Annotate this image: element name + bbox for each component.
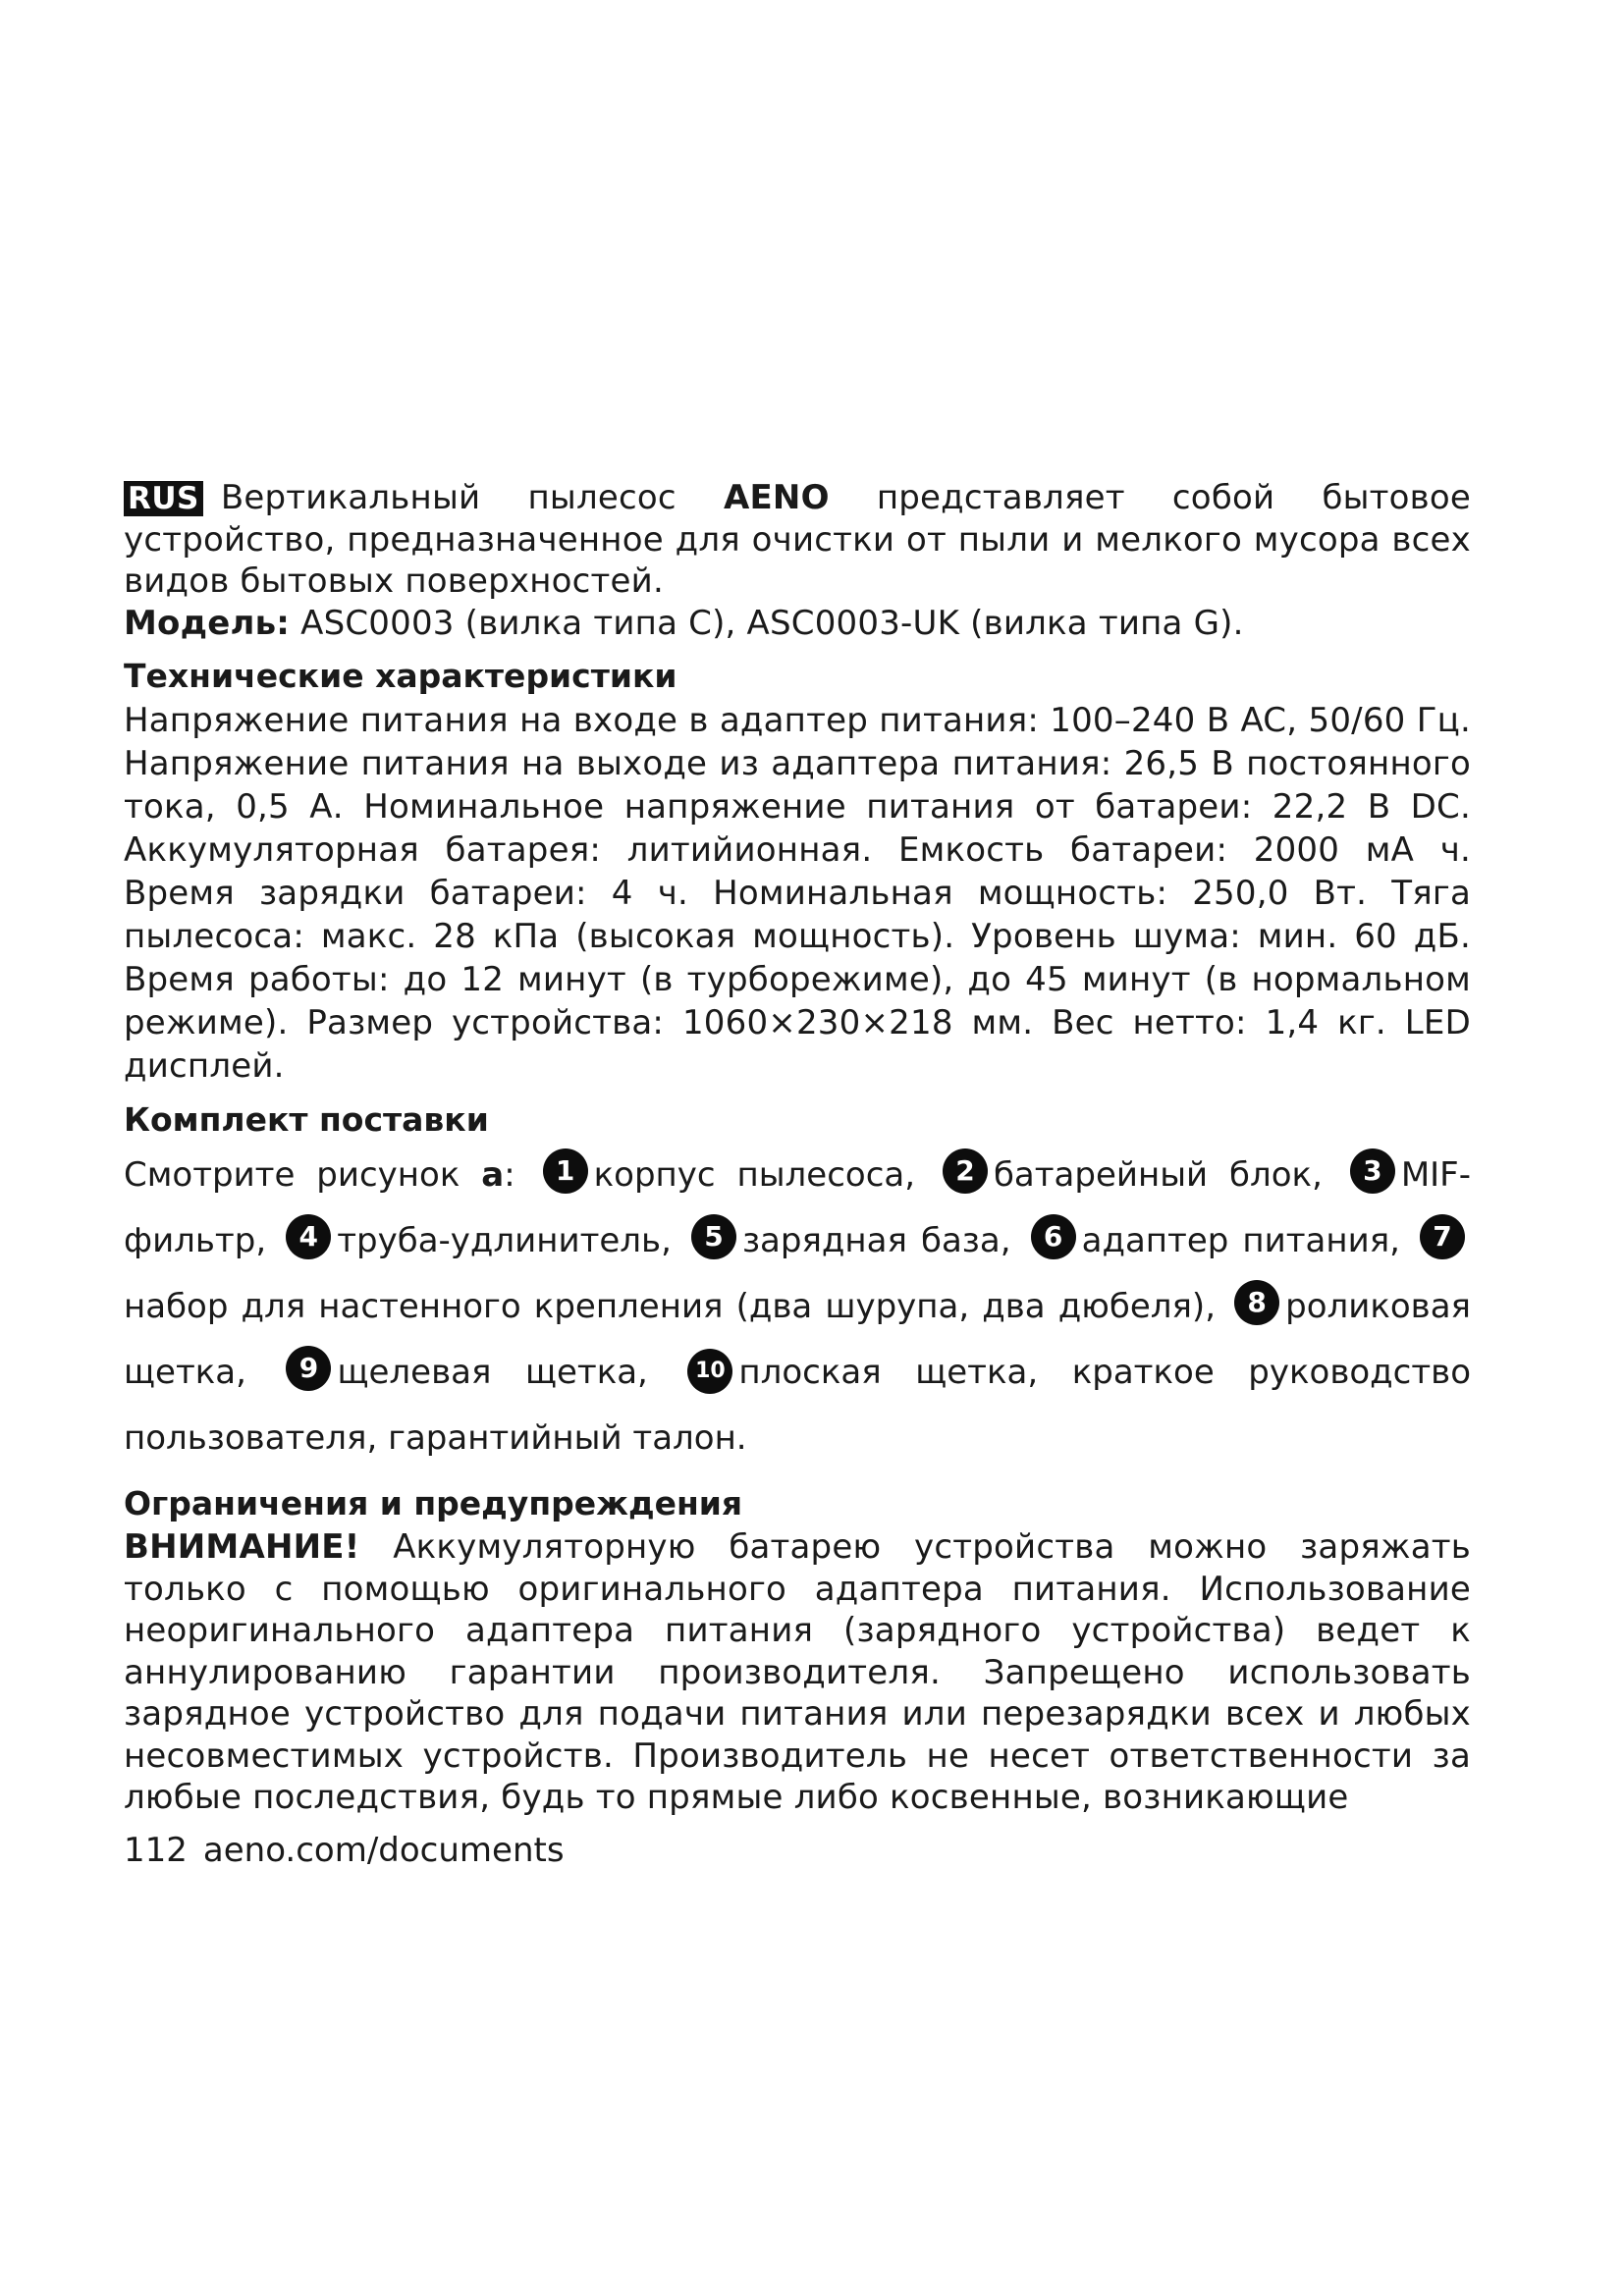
specs-heading: Технические характеристики: [124, 657, 677, 695]
number-10-icon: 10: [687, 1349, 732, 1394]
figure-label: a: [481, 1155, 505, 1195]
number-6-icon: 6: [1031, 1214, 1076, 1259]
number-3-icon: 3: [1350, 1148, 1395, 1194]
package-tail: краткое руководство пользователя, гарантийный талон.: [124, 1353, 1472, 1458]
model-line: [124, 603, 1471, 645]
intro-after: представляет собой бытовое устройство, предназначенное для очистки от пыли и мелкого мусора всех видов бытовых поверхностей.: [124, 478, 1472, 601]
warning-label: ВНИМАНИЕ!: [124, 1527, 360, 1567]
language-badge: RUS: [124, 481, 203, 516]
package-item: батарейный блок,: [993, 1155, 1323, 1195]
number-5-icon: 5: [691, 1214, 736, 1259]
package-heading: Комплект поставки: [124, 1100, 489, 1139]
package-item: труба-удлинитель,: [337, 1221, 672, 1260]
page-footer: [124, 1830, 565, 1871]
specs-text: Напряжение питания на входе в адаптер питания: 100–240 В AC, 50/60 Гц. Напряжение питания на выходе из адаптера питания: 26,5 В постоянного тока, 0,5 А. Номинальное напряжение питания от батареи: 22,2 В DC. Аккумуляторная батарея: литийионная. Емкость батареи: 2000 мА ч. Время зарядки батареи: 4 ч. Номинальная мощность: 250,0 Вт. Тяга пылесоса: макс. 28 кПа (высокая мощность). Уровень шума: мин. 60 дБ. Время работы: до 12 минут (в турборежиме), до 45 минут (в нормальном режиме). Размер устройства: 1060×230×218 мм. Вес нетто: 1,4 кг. LED дисплей.: [124, 701, 1471, 1086]
package-item: зарядная база,: [741, 1221, 1011, 1260]
warnings-text: [124, 1526, 1471, 1819]
package-item: роликовая щетка,: [124, 1287, 1472, 1392]
model-value: ASC0003 (вилка типа C), ASC0003-UK (вилка типа G).: [300, 603, 1244, 643]
package-item: набор для настенного крепления (два шурупа, два дюбеля),: [124, 1287, 1217, 1326]
number-7-icon: 7: [1420, 1214, 1465, 1259]
package-item: щелевая щетка,: [337, 1353, 648, 1392]
number-4-icon: 4: [286, 1214, 331, 1259]
package-item: MIF-фильтр,: [124, 1155, 1471, 1260]
number-9-icon: 9: [286, 1346, 331, 1391]
intro-before: Вертикальный пылесос: [220, 478, 677, 517]
package-intro: Смотрите рисунок: [124, 1155, 460, 1195]
footer-url: aeno.com/documents: [202, 1831, 565, 1870]
number-2-icon: 2: [943, 1148, 988, 1194]
package-colon: :: [504, 1155, 515, 1195]
document-body: [124, 477, 1471, 1819]
page-number: 112: [124, 1831, 188, 1870]
package-item: плоская щетка,: [738, 1353, 1039, 1392]
package-item: адаптер питания,: [1081, 1221, 1400, 1260]
intro-paragraph: [124, 477, 1471, 603]
warnings-heading: Ограничения и предупреждения: [124, 1484, 743, 1522]
brand-name: AENO: [723, 478, 830, 517]
model-label: Модель:: [124, 603, 291, 643]
package-item: корпус пылесоса,: [593, 1155, 916, 1195]
number-8-icon: 8: [1234, 1280, 1279, 1325]
package-contents: [124, 1143, 1471, 1471]
warning-body: Аккумуляторную батарею устройства можно заряжать только с помощью оригинального адаптера питания. Использование неоригинального адаптера питания (зарядного устройства) ведет к аннулированию гарантии производителя. Запрещено использовать зарядное устройство для подачи питания или перезарядки всех и любых несовместимых устройств. Производитель не несет ответственности за любые последствия, будь то прямые либо косвенные, возникающие: [124, 1527, 1471, 1817]
number-1-icon: 1: [543, 1148, 588, 1194]
